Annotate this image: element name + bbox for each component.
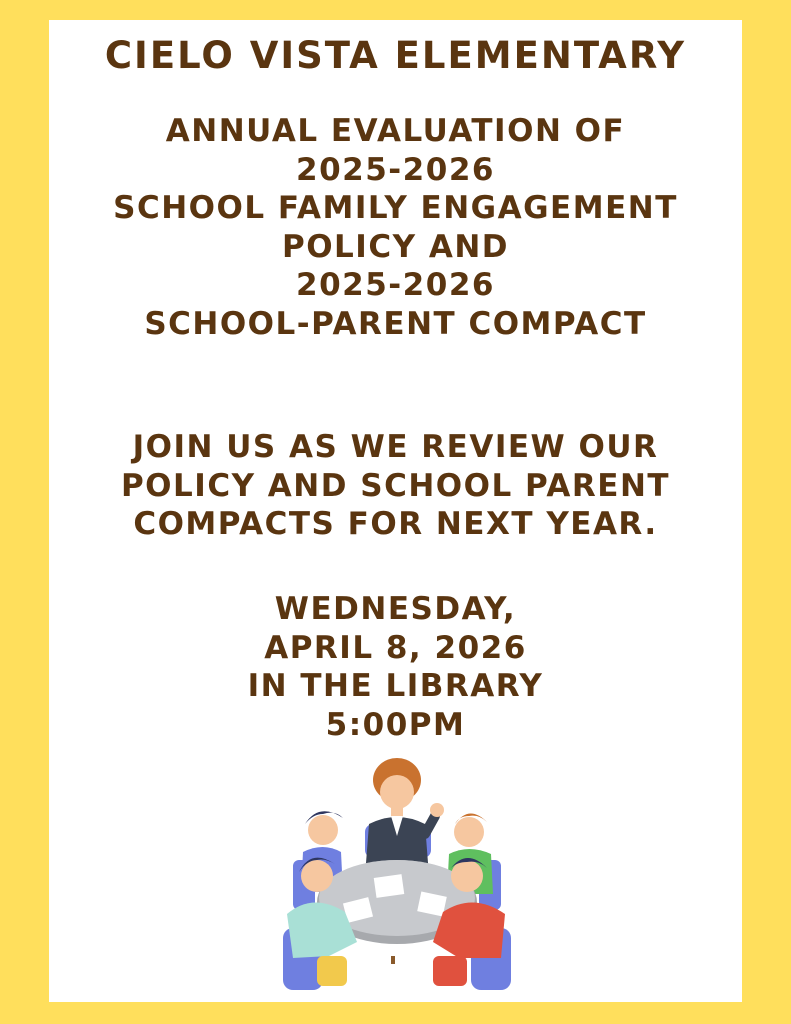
headline-line: ANNUAL EVALUATION OF <box>165 113 626 149</box>
headline-line: 2025-2026 <box>296 151 495 188</box>
headline-line: 2025-2026 <box>296 267 495 304</box>
event-time: 5:00PM <box>325 706 466 743</box>
invitation-line: POLICY AND SCHOOL PARENT <box>120 467 671 504</box>
event-headline <box>49 112 742 344</box>
event-location: IN THE LIBRARY <box>247 668 544 705</box>
school-name: CIELO VISTA ELEMENTARY <box>104 34 687 77</box>
invitation-line: JOIN US AS WE REVIEW OUR <box>132 429 659 465</box>
flyer-page <box>49 20 742 1002</box>
invitation-text <box>49 428 742 544</box>
event-details <box>49 590 742 744</box>
invitation-line: COMPACTS FOR NEXT YEAR. <box>133 506 658 543</box>
meeting-group-icon <box>283 752 511 992</box>
headline-line: SCHOOL FAMILY ENGAGEMENT <box>113 190 678 227</box>
event-day: WEDNESDAY, <box>274 591 517 627</box>
headline-line: SCHOOL-PARENT COMPACT <box>144 305 647 342</box>
headline-line: POLICY AND <box>281 228 510 265</box>
event-date: APRIL 8, 2026 <box>264 629 527 666</box>
